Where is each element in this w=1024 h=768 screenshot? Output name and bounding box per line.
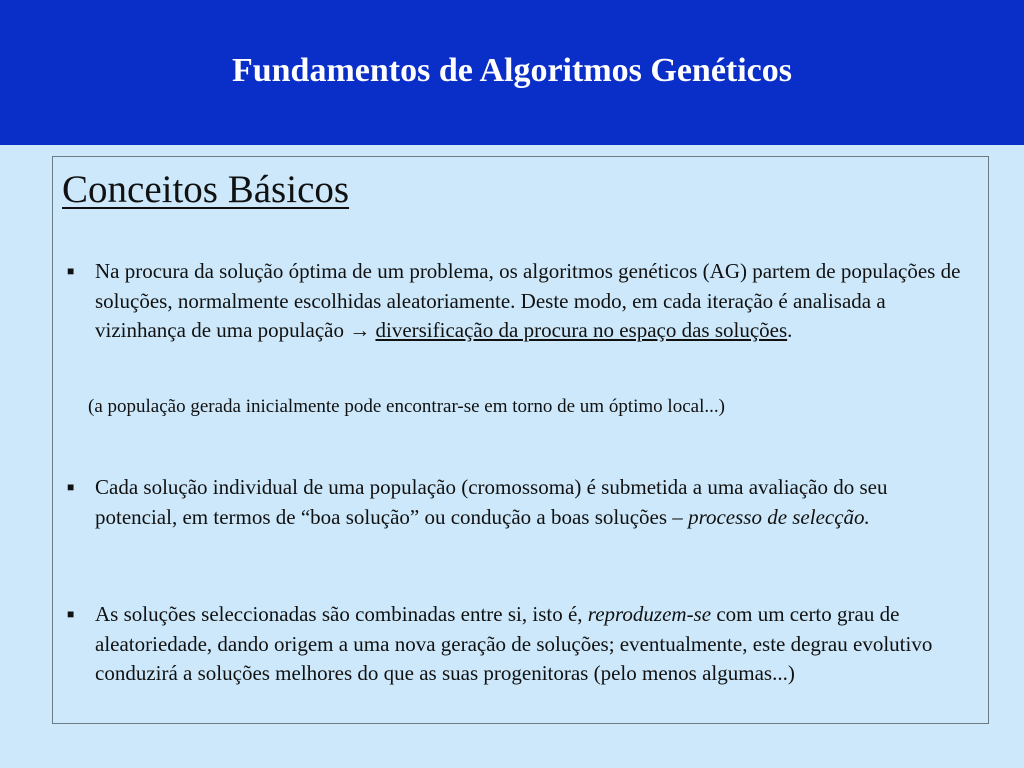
slide-header	[0, 0, 1024, 145]
bullet-text: Cada solução individual de uma população (cromossoma) é submetida a uma avaliação do seu potencial, em termos de “boa solução” ou condução a boas soluções – processo de selecção.	[95, 475, 888, 529]
section-title: Conceitos Básicos	[62, 168, 350, 211]
arrow-icon: →	[349, 318, 371, 342]
bullet-text: Na procura da solução óptima de um problema, os algoritmos genéticos (AG) partem de populações de soluções, normalmente escolhidas aleatoriamente. Deste modo, em cada iteração é analisada a vizinhança de uma população → diversificação da procura no espaço das soluções.	[95, 259, 961, 342]
content-panel	[52, 156, 989, 724]
square-bullet-icon: ■	[67, 264, 75, 278]
note-text: (a população gerada inicialmente pode encontrar-se em torno de um óptimo local...)	[88, 396, 725, 417]
bullet-item-2	[67, 473, 974, 532]
square-bullet-icon: ■	[67, 607, 75, 621]
bullet-text: As soluções seleccionadas são combinadas entre si, isto é, reproduzem-se com um certo grau de aleatoriedade, dando origem a uma nova geração de soluções; eventualmente, este degrau evolutivo conduzirá a soluções melhores do que as suas progenitoras (pelo menos algumas...)	[95, 602, 933, 685]
square-bullet-icon: ■	[67, 480, 75, 494]
slide-title: Fundamentos de Algoritmos Genéticos	[231, 51, 793, 89]
bullet-item-3	[67, 600, 974, 689]
bullet-item-1	[67, 257, 974, 346]
